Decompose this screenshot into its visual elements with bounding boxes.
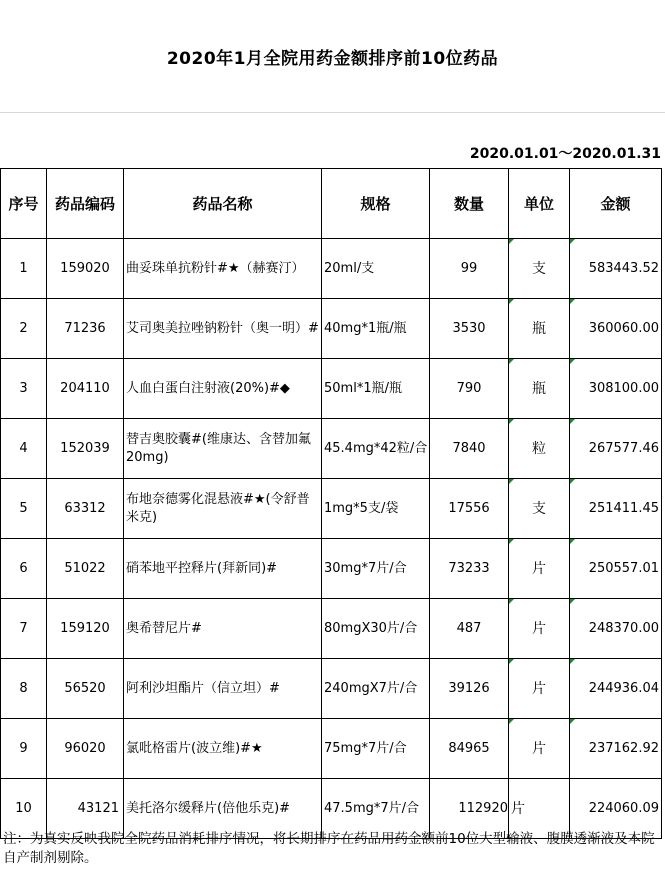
cell-unit: 支 — [509, 239, 570, 299]
cell-spec: 240mgX7片/合 — [322, 659, 430, 719]
cell-unit: 片 — [509, 779, 570, 839]
cell-unit: 瓶 — [509, 299, 570, 359]
header-row — [1, 169, 662, 239]
cell-name: 曲妥珠单抗粉针#★（赫赛汀） — [124, 239, 322, 299]
drug-ranking-table — [0, 168, 662, 839]
cell-amount: 360060.00 — [570, 299, 662, 359]
cell-index: 9 — [1, 719, 47, 779]
header-index: 序号 — [1, 169, 47, 239]
cell-unit: 粒 — [509, 419, 570, 479]
cell-name: 人血白蛋白注射液(20%)#◆ — [124, 359, 322, 419]
cell-index: 6 — [1, 539, 47, 599]
cell-code: 204110 — [47, 359, 124, 419]
cell-index: 5 — [1, 479, 47, 539]
table-row — [1, 299, 662, 359]
footnote-row — [0, 818, 665, 893]
table-row — [1, 719, 662, 779]
cell-name: 艾司奥美拉唑钠粉针（奥一明）# — [124, 299, 322, 359]
cell-index: 7 — [1, 599, 47, 659]
cell-index: 2 — [1, 299, 47, 359]
cell-spec: 1mg*5支/袋 — [322, 479, 430, 539]
cell-quantity: 7840 — [430, 419, 509, 479]
cell-code: 63312 — [47, 479, 124, 539]
cell-quantity: 84965 — [430, 719, 509, 779]
cell-index: 3 — [1, 359, 47, 419]
cell-amount: 251411.45 — [570, 479, 662, 539]
title-row — [0, 0, 665, 113]
date-range: 2020.01.01～2020.01.31 — [469, 146, 661, 162]
cell-amount: 237162.92 — [570, 719, 662, 779]
cell-quantity: 112920 — [430, 779, 509, 839]
cell-name: 布地奈德雾化混悬液#★(令舒普米克) — [124, 479, 322, 539]
cell-spec: 45.4mg*42粒/合 — [322, 419, 430, 479]
cell-unit: 片 — [509, 599, 570, 659]
cell-unit: 瓶 — [509, 359, 570, 419]
header-unit: 单位 — [509, 169, 570, 239]
cell-quantity: 39126 — [430, 659, 509, 719]
cell-spec: 40mg*1瓶/瓶 — [322, 299, 430, 359]
cell-amount: 267577.46 — [570, 419, 662, 479]
cell-unit: 片 — [509, 659, 570, 719]
cell-amount: 308100.00 — [570, 359, 662, 419]
cell-name: 奥希替尼片# — [124, 599, 322, 659]
cell-spec: 75mg*7片/合 — [322, 719, 430, 779]
cell-index: 8 — [1, 659, 47, 719]
page-title: 2020年1月全院用药金额排序前10位药品 — [166, 49, 499, 69]
cell-code: 56520 — [47, 659, 124, 719]
header-name: 药品名称 — [124, 169, 322, 239]
cell-spec: 30mg*7片/合 — [322, 539, 430, 599]
cell-quantity: 3530 — [430, 299, 509, 359]
cell-amount: 248370.00 — [570, 599, 662, 659]
cell-index: 4 — [1, 419, 47, 479]
cell-index: 10 — [1, 779, 47, 839]
cell-name: 氯吡格雷片(波立维)#★ — [124, 719, 322, 779]
cell-unit: 片 — [509, 539, 570, 599]
cell-name: 美托洛尔缓释片(倍他乐克)# — [124, 779, 322, 839]
cell-amount: 583443.52 — [570, 239, 662, 299]
cell-code: 43121 — [47, 779, 124, 839]
cell-amount: 250557.01 — [570, 539, 662, 599]
cell-unit: 支 — [509, 479, 570, 539]
table-row — [1, 539, 662, 599]
cell-amount: 224060.09 — [570, 779, 662, 839]
cell-quantity: 73233 — [430, 539, 509, 599]
cell-spec: 47.5mg*7片/合 — [322, 779, 430, 839]
cell-spec: 80mgX30片/合 — [322, 599, 430, 659]
cell-name: 硝苯地平控释片(拜新同)# — [124, 539, 322, 599]
cell-code: 159120 — [47, 599, 124, 659]
cell-unit: 片 — [509, 719, 570, 779]
cell-quantity: 790 — [430, 359, 509, 419]
cell-spec: 50ml*1瓶/瓶 — [322, 359, 430, 419]
header-quantity: 数量 — [430, 169, 509, 239]
cell-code: 71236 — [47, 299, 124, 359]
header-spec: 规格 — [322, 169, 430, 239]
cell-quantity: 17556 — [430, 479, 509, 539]
cell-code: 96020 — [47, 719, 124, 779]
table-row — [1, 599, 662, 659]
cell-index: 1 — [1, 239, 47, 299]
table-row — [1, 359, 662, 419]
cell-quantity: 487 — [430, 599, 509, 659]
cell-name: 替吉奥胶囊#(维康达、含替加氟20mg) — [124, 419, 322, 479]
cell-name: 阿利沙坦酯片（信立坦）# — [124, 659, 322, 719]
cell-amount: 244936.04 — [570, 659, 662, 719]
header-amount: 金额 — [570, 169, 662, 239]
table-row — [1, 239, 662, 299]
date-row — [0, 113, 665, 168]
cell-code: 159020 — [47, 239, 124, 299]
header-code: 药品编码 — [47, 169, 124, 239]
cell-spec: 20ml/支 — [322, 239, 430, 299]
table-row — [1, 659, 662, 719]
cell-quantity: 99 — [430, 239, 509, 299]
table-row — [1, 419, 662, 479]
cell-code: 51022 — [47, 539, 124, 599]
footnote: 注：为真实反映我院全院药品消耗排序情况，将长期排序在药品用药金额前10位大型输液、腹膜透渐液及本院自产制剂剔除。 — [3, 831, 655, 866]
cell-code: 152039 — [47, 419, 124, 479]
table-row — [1, 479, 662, 539]
